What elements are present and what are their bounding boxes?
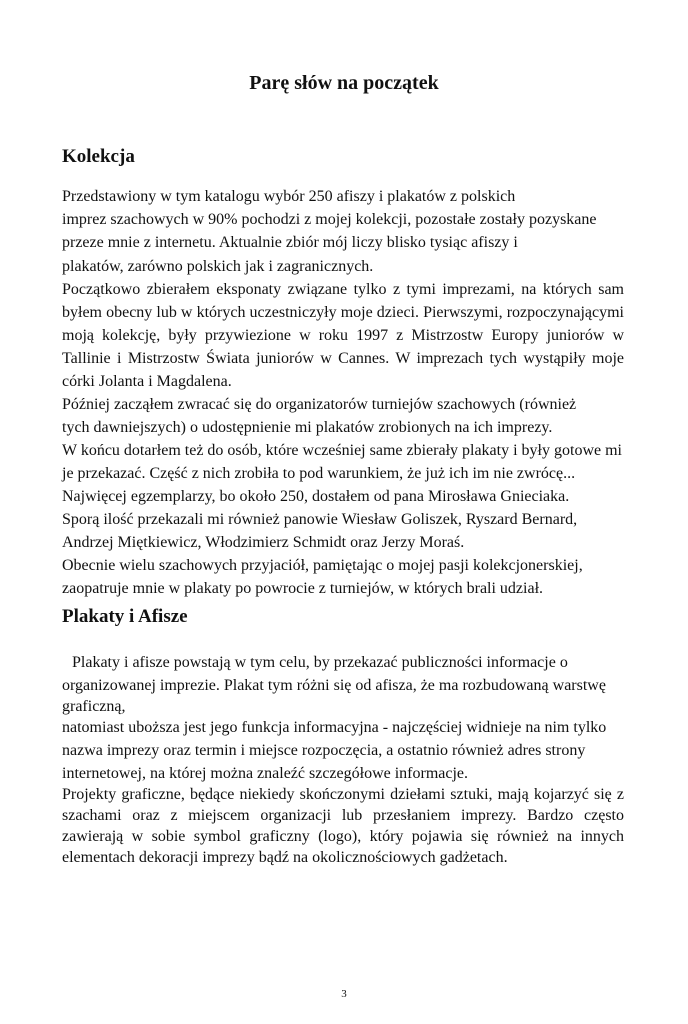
paragraph-line: zaopatruje mnie w plakaty po powrocie z turniejów, w których brali udział. [62, 580, 544, 597]
paragraph-line: Początkowo zbierałem eksponaty związane tylko z tymi imprezami, na których sam [62, 281, 624, 298]
paragraph-line: graficzną, [62, 698, 126, 715]
paragraph-line: Andrzej Miętkiewicz, Włodzimierz Schmidt oraz Jerzy Moraś. [62, 534, 465, 551]
paragraph-line: elementach dekoracji imprezy bądź na okolicznościowych gadżetach. [62, 849, 508, 866]
paragraph-line: tych dawniejszych) o udostępnienie mi plakatów zrobionych na ich imprezy. [62, 419, 553, 436]
paragraph-line: córki Jolanta i Magdalena. [62, 373, 232, 390]
paragraph-line: Przedstawiony w tym katalogu wybór 250 afiszy i plakatów z polskich [62, 188, 516, 205]
paragraph-line: Obecnie wielu szachowych przyjaciół, pamiętając o mojej pasji kolekcjonerskiej, [62, 557, 583, 574]
paragraph-line: internetowej, na której można znaleźć szczegółowe informacje. [62, 765, 469, 782]
section-heading-kolekcja: Kolekcja [62, 146, 135, 167]
section-heading-plakaty-i-afisze: Plakaty i Afisze [62, 606, 188, 627]
paragraph-line: imprez szachowych w 90% pochodzi z mojej kolekcji, pozostałe zostały pozyskane [62, 211, 597, 228]
paragraph-line: Plakaty i afisze powstają w tym celu, by przekazać publiczności informacje o [72, 654, 568, 671]
paragraph-line: szachami oraz z miejscem organizacji lub przesłaniem imprezy. Bardzo często [62, 807, 624, 824]
page-title: Parę słów na początek [249, 72, 439, 94]
paragraph-line: natomiast uboższa jest jego funkcja informacyjna - najczęściej widnieje na nim tylko [62, 719, 607, 736]
paragraph-line: W końcu dotarłem też do osób, które wcześniej same zbierały plakaty i były gotowe mi [62, 442, 622, 459]
paragraph-line: przeze mnie z internetu. Aktualnie zbiór mój liczy blisko tysiąc afiszy i [62, 234, 518, 251]
paragraph-line: Najwięcej egzemplarzy, bo około 250, dostałem od pana Mirosława Gnieciaka. [62, 488, 570, 505]
paragraph-line: nazwa imprezy oraz termin i miejsce rozpoczęcia, a ostatnio również adres strony [62, 742, 586, 759]
paragraph-line: organizowanej imprezie. Plakat tym różni się od afisza, że ma rozbudowaną warstwę [62, 677, 606, 694]
paragraph-line: Sporą ilość przekazali mi również panowie Wiesław Goliszek, Ryszard Bernard, [62, 511, 578, 528]
paragraph-line: plakatów, zarówno polskich jak i zagranicznych. [62, 258, 374, 275]
paragraph-line: Tallinie i Mistrzostw Świata juniorów w Cannes. W imprezach tych wystąpiły moje [62, 350, 624, 367]
paragraph-line: byłem obecny lub w których uczestniczyły moje dzieci. Pierwszymi, rozpoczynającymi [62, 304, 624, 321]
paragraph-line: zawierają w sobie symbol graficzny (logo), który pojawia się również na innych [62, 828, 624, 845]
paragraph-line: Później zacząłem zwracać się do organizatorów turniejów szachowych (również [62, 396, 577, 413]
paragraph-line: Projekty graficzne, będące niekiedy skończonymi dziełami sztuki, mają kojarzyć się z [62, 786, 624, 803]
paragraph-line: je przekazać. Część z nich zrobiła to pod warunkiem, że już ich im nie zwrócę... [62, 465, 576, 482]
page-number: 3 [341, 988, 347, 1000]
paragraph-line: moją kolekcję, były przywiezione w roku 1997 z Mistrzostw Europy juniorów w [62, 327, 624, 344]
